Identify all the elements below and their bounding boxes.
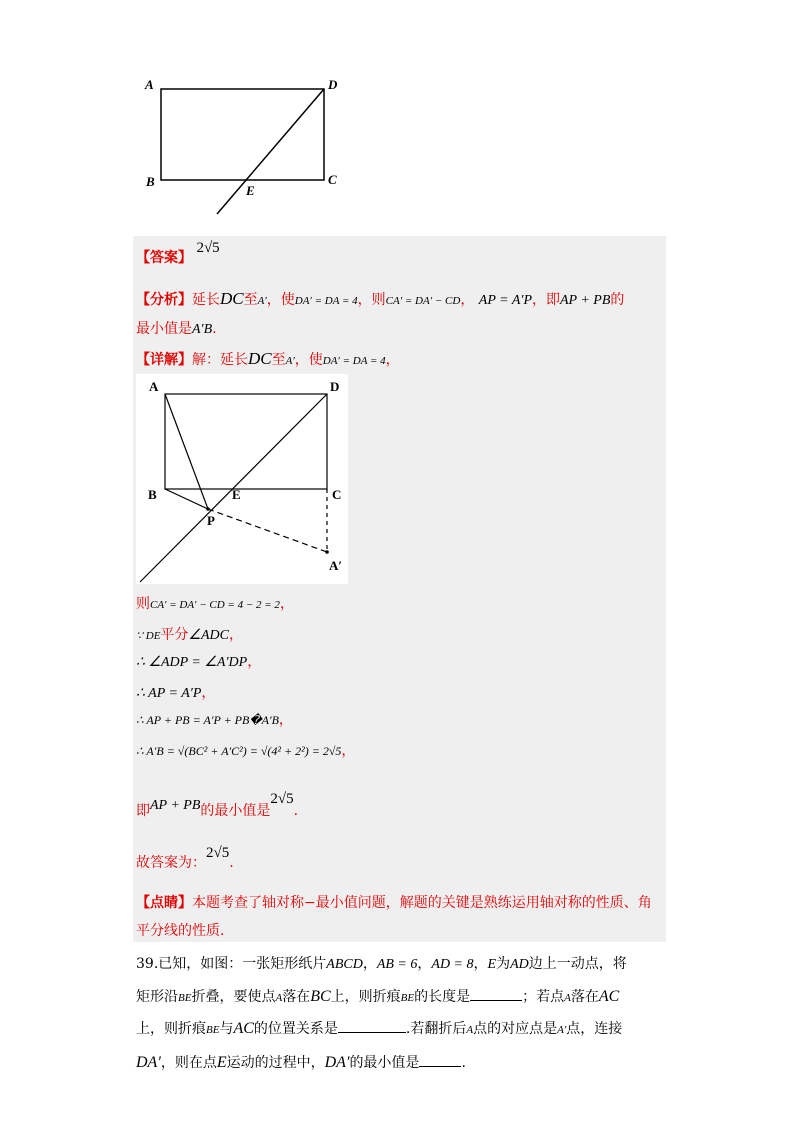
step-text: ， — [247, 654, 262, 670]
figure-rectangle-abcd — [140, 72, 350, 222]
label-a: A — [149, 379, 159, 394]
q39-blank-3[interactable] — [419, 1052, 461, 1067]
q39-line-2 — [136, 986, 619, 1008]
label-e: E — [232, 487, 241, 502]
line-de — [217, 89, 324, 214]
step-text: 平分 — [160, 627, 189, 643]
q39-blank-1[interactable] — [470, 986, 522, 1001]
q39-text: 上，则折痕 — [136, 1021, 206, 1037]
step-5 — [136, 710, 293, 730]
comment-text: 平分线的性质. — [136, 923, 225, 939]
step-text: ， — [201, 685, 216, 701]
answer-value: 2√5 — [196, 240, 220, 256]
q39-math: DA′ — [136, 1054, 161, 1071]
figure-2 — [136, 374, 348, 584]
label-b: B — [148, 487, 157, 502]
q39-text: 的位置关系是 — [253, 1021, 338, 1037]
label-a: A — [145, 77, 154, 92]
q39-text: 边上一动点，将 — [528, 956, 627, 972]
q39-math: A — [466, 1024, 474, 1036]
step-text: 则 — [136, 596, 150, 612]
analysis-text: 最小值是 — [136, 321, 192, 337]
q39-math: BE — [178, 992, 192, 1004]
step-value: 2√5 — [270, 791, 294, 807]
step-2 — [136, 625, 243, 646]
analysis-math: A′ — [257, 295, 267, 307]
comment-line-1 — [136, 893, 652, 913]
q39-text: .若翻折后 — [405, 1021, 467, 1037]
step-8 — [136, 845, 234, 873]
step-text: ， — [278, 712, 293, 728]
q39-text: 点，连接 — [566, 1021, 623, 1037]
q39-text: 的长度是 — [414, 989, 471, 1005]
analysis-text: . — [212, 321, 217, 337]
label-p: P — [207, 513, 215, 528]
step-text: ， — [341, 743, 356, 759]
analysis-text: ，使 — [266, 292, 295, 308]
q39-text: 点的对应点是 — [473, 1021, 558, 1037]
q39-text: 已知，如图：一张矩形纸片 — [158, 956, 327, 972]
label-b: B — [146, 174, 155, 189]
detail-text: ， — [385, 352, 400, 368]
point-p — [206, 507, 210, 511]
q39-text: ， — [417, 956, 432, 972]
answer-tag: 【答案】 — [136, 250, 192, 266]
q39-math: BE — [400, 992, 415, 1004]
analysis-math: CA′ = DA′ − CD — [385, 295, 461, 307]
line-pa2 — [208, 509, 327, 552]
q39-text: 折叠，要使点 — [191, 989, 276, 1005]
step-math: ∠ADC — [188, 628, 229, 643]
analysis-tag: 【分析】 — [136, 292, 192, 308]
q39-text: ， — [362, 956, 377, 972]
q39-math: AC — [598, 988, 620, 1005]
q39-text: ，则在点 — [160, 1055, 217, 1071]
analysis-text: 延长 — [192, 292, 220, 308]
q39-text: 上，则折痕 — [330, 989, 401, 1005]
q39-text: ， — [473, 956, 488, 972]
analysis-math: AP + PB — [560, 293, 611, 308]
label-d: D — [330, 379, 340, 394]
q39-math: AD = 8 — [431, 957, 474, 972]
q39-number: 39. — [136, 956, 159, 972]
label-c: C — [328, 172, 337, 187]
detail-math: DA′ = DA = 4 — [322, 355, 386, 367]
figure-2-panel — [136, 374, 348, 584]
q39-math: ABCD — [326, 957, 363, 972]
q39-text: 为 — [496, 956, 511, 972]
q39-line-1 — [136, 954, 627, 975]
q39-text: ；若点 — [522, 989, 565, 1005]
analysis-math: AP = A′P — [478, 293, 532, 308]
q39-text: . — [461, 1055, 466, 1071]
label-e: E — [246, 183, 255, 198]
q39-math: BE — [206, 1024, 220, 1036]
q39-text: 运动的过程中， — [226, 1055, 325, 1071]
detail-line — [136, 349, 400, 371]
step-text: ， — [228, 627, 243, 643]
step-text: ， — [279, 596, 294, 612]
q39-math: AC — [233, 1020, 254, 1037]
q39-text: 落在 — [570, 989, 599, 1005]
comment-text: 本题考查了轴对称−最小值问题，解题的关键是熟练运用轴对称的性质、角 — [192, 895, 652, 911]
solution-panel — [133, 236, 666, 942]
step-7 — [136, 791, 299, 822]
detail-tag: 【详解】 — [136, 352, 192, 368]
analysis-text: ， — [460, 292, 475, 308]
answer-line — [136, 240, 220, 268]
step-text: 故答案为： — [136, 855, 206, 871]
step-math: ∴ A′B = √(BC² + A′C²) = √(4² + 2²) = 2√5 — [136, 744, 342, 758]
step-text: 即 — [136, 803, 150, 819]
point-a2 — [325, 550, 329, 554]
q39-math: AB = 6 — [376, 957, 418, 972]
step-4 — [136, 683, 215, 704]
analysis-text: ，即 — [532, 292, 560, 308]
comment-tag: 【点睛】 — [136, 895, 192, 911]
q39-math: A′ — [557, 1024, 567, 1036]
detail-text: 解：延长 — [192, 352, 248, 368]
analysis-line-2 — [136, 319, 217, 340]
analysis-line-1 — [136, 289, 624, 311]
q39-text: 落在 — [282, 989, 311, 1005]
step-text: . — [293, 803, 299, 819]
q39-math: AD — [510, 957, 529, 972]
q39-blank-2[interactable] — [338, 1018, 406, 1033]
analysis-math: DC — [220, 289, 244, 308]
step-1 — [136, 594, 294, 615]
q39-line-3 — [136, 1018, 622, 1040]
step-math: AP + PB — [150, 798, 201, 813]
step-3 — [136, 652, 261, 673]
label-a-prime: A′ — [329, 558, 343, 573]
step-math: ∴ AP = A′P — [136, 686, 202, 701]
step-math: CA′ = DA′ − CD = 4 − 2 = 2 — [150, 599, 280, 611]
q39-math: E — [216, 1054, 227, 1071]
q39-math: A — [275, 992, 283, 1004]
analysis-text: 的 — [610, 292, 625, 308]
detail-math: DC — [248, 349, 272, 368]
label-c: C — [332, 487, 342, 502]
q39-text: 与 — [219, 1021, 234, 1037]
step-text: . — [229, 855, 234, 871]
step-6 — [136, 741, 355, 761]
label-d: D — [328, 77, 338, 92]
q39-math: BC — [310, 988, 331, 1005]
analysis-text: 至 — [243, 292, 258, 308]
q39-math: E — [487, 957, 497, 972]
q39-math: DA′ — [324, 1054, 350, 1071]
step-math: ∴ ∠ADP = ∠A′DP — [136, 655, 248, 670]
detail-text: ，使 — [294, 352, 323, 368]
q39-line-4 — [136, 1052, 466, 1073]
comment-line-2 — [136, 921, 224, 941]
analysis-math: DA′ = DA = 4 — [294, 295, 358, 307]
detail-math: A′ — [285, 355, 295, 367]
q39-math: A — [564, 992, 571, 1004]
detail-text: 至 — [271, 352, 286, 368]
step-text: 的最小值是 — [200, 803, 271, 819]
step-math: ∵ DE — [136, 630, 161, 642]
analysis-math: A′B — [192, 322, 213, 337]
step-math: ∴ AP + PB = A′P + PB�A′B — [136, 713, 279, 727]
q39-text: 的最小值是 — [349, 1055, 420, 1071]
q39-text: 矩形沿 — [136, 989, 178, 1005]
step-value: 2√5 — [206, 845, 230, 861]
rect-abcd — [161, 89, 324, 180]
analysis-text: ，则 — [357, 292, 386, 308]
